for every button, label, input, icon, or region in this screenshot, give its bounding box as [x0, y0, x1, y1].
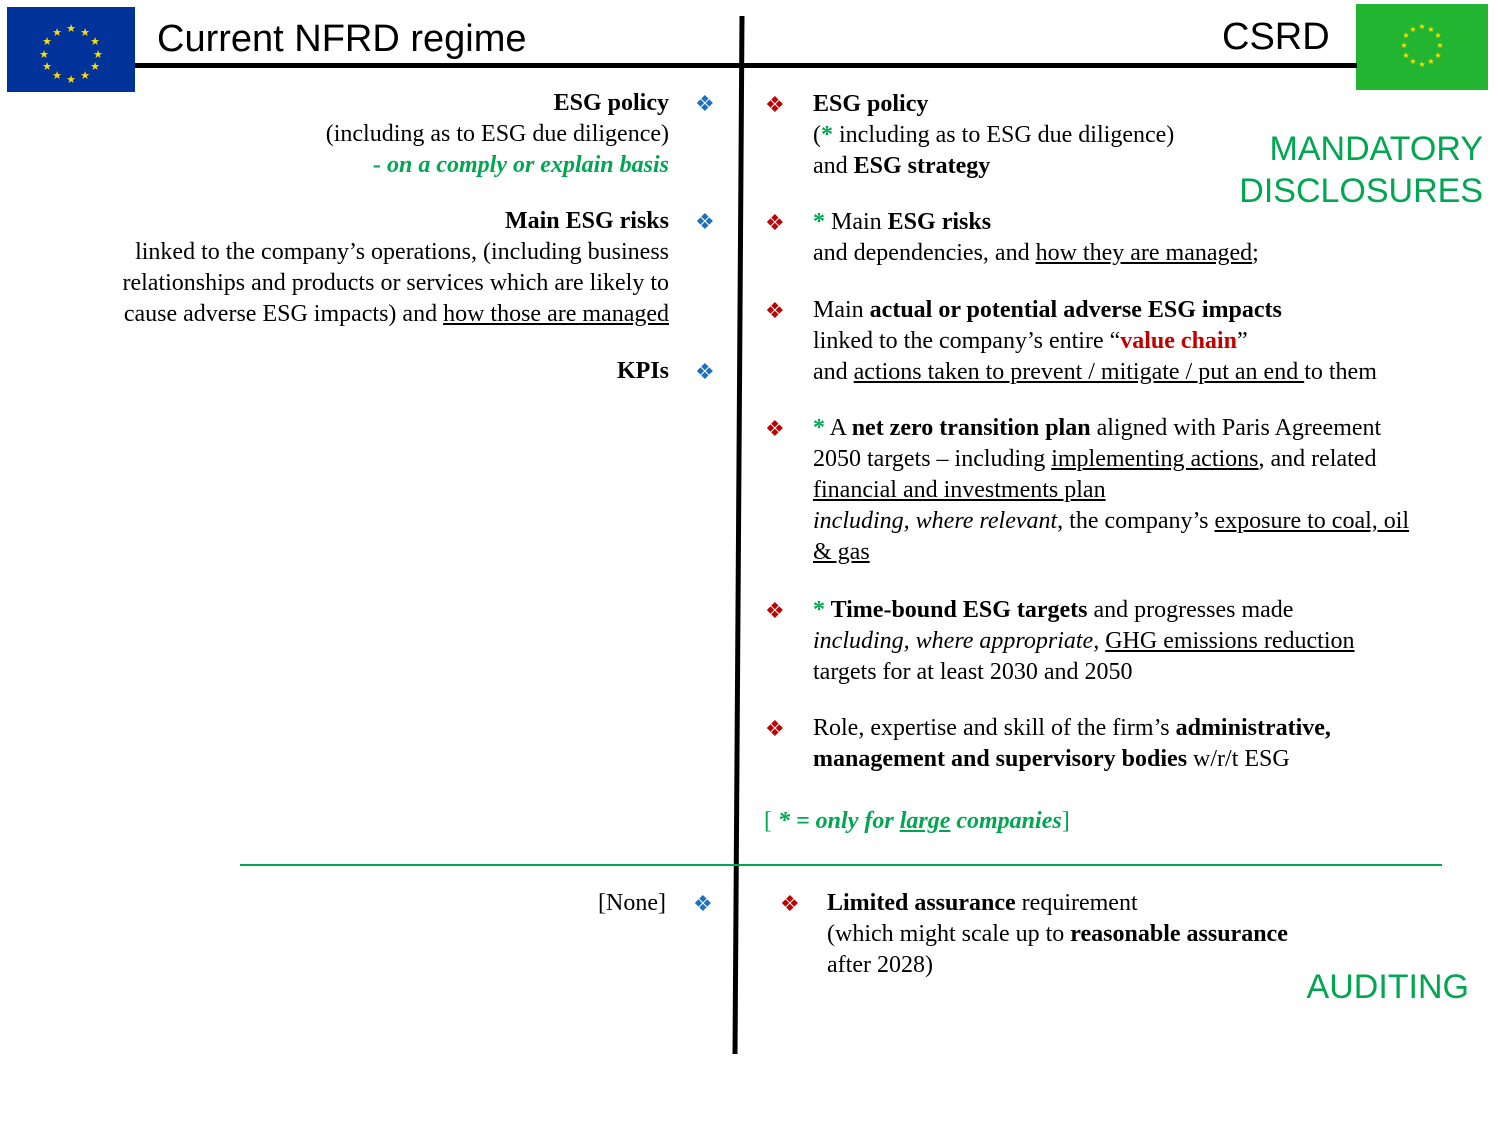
svg-text:★: ★ [1400, 41, 1408, 50]
csrd-targets-l1c: and progresses made [1087, 597, 1294, 623]
csrd-policy-line3b: ESG strategy [853, 153, 991, 179]
nfrd-risks-line3: relationships and products or services which are likely to [122, 270, 669, 296]
csrd-title: CSRD [1222, 16, 1330, 58]
csrd-gov-l2c: w/r/t ESG [1187, 746, 1290, 772]
mandatory-disclosures-label [1239, 128, 1483, 212]
mandatory-label-line2: DISCLOSURES [1239, 172, 1483, 210]
csrd-risks-l2u: how they are managed [1035, 240, 1253, 266]
nfrd-kpis-title: KPIs [616, 358, 669, 384]
svg-text:★: ★ [66, 73, 76, 86]
semicolon: ; [1252, 240, 1259, 266]
csrd-audit-l1c: requirement [1015, 890, 1138, 916]
csrd-policy-line2: including as to ESG due diligence) [833, 122, 1175, 148]
svg-text:★: ★ [1427, 57, 1435, 66]
csrd-impacts-l3u: actions taken to prevent / mitigate / put an end [853, 359, 1305, 385]
csrd-netzero-l1b: net zero transition plan [851, 415, 1091, 441]
svg-text:★: ★ [1409, 57, 1417, 66]
large-only-star: * [813, 415, 825, 441]
csrd-netzero-l2a: 2050 targets – including [813, 446, 1052, 472]
bullet-red-icon: ❖ [765, 298, 785, 323]
bullet-red-icon: ❖ [765, 210, 785, 235]
nfrd-risks-title: Main ESG risks [504, 208, 669, 234]
csrd-auditing [827, 888, 1387, 981]
svg-text:★: ★ [1434, 31, 1442, 40]
svg-text:★: ★ [1402, 31, 1410, 40]
csrd-impacts-l1a: Main [813, 297, 870, 323]
paren: ( [813, 122, 821, 148]
csrd-audit-l2a: (which might scale up to [827, 921, 1071, 947]
csrd-governance [813, 713, 1483, 775]
csrd-netzero-l5u: & gas [813, 539, 870, 565]
csrd-risks-l1a: Main [825, 209, 888, 235]
nfrd-esg-policy [9, 88, 669, 181]
csrd-gov-l2b: management and supervisory bodies [813, 746, 1188, 772]
svg-text:★: ★ [42, 35, 52, 48]
svg-text:★: ★ [39, 48, 49, 61]
svg-text:★: ★ [42, 60, 52, 73]
csrd-targets-l2i: including, where appropriate, [813, 628, 1100, 654]
bullet-blue-icon: ❖ [695, 209, 715, 234]
bullet-blue-icon: ❖ [695, 91, 715, 116]
nfrd-auditing: [None] [598, 890, 666, 916]
bracket-open: [ [764, 808, 778, 834]
footnote-rest: companies [950, 808, 1062, 834]
bracket-close: ] [1061, 808, 1070, 834]
section-divider [240, 864, 1442, 866]
svg-text:★: ★ [90, 35, 100, 48]
csrd-audit-l1b: Limited assurance [827, 890, 1016, 916]
bullet-red-icon: ❖ [765, 716, 785, 741]
bullet-red-icon: ❖ [780, 891, 800, 916]
nfrd-risks-line4a: cause adverse ESG impacts) and [123, 301, 444, 327]
svg-text:★: ★ [66, 22, 76, 35]
csrd-targets-l2u: GHG emissions reduction [1105, 628, 1355, 654]
svg-text:★: ★ [52, 69, 62, 82]
nfrd-risks-line2: linked to the company’s operations, (including business [135, 239, 669, 265]
value-chain: value chain [1120, 328, 1237, 354]
svg-text:★: ★ [52, 26, 62, 39]
footnote-star: * = only for [778, 808, 900, 834]
svg-text:★: ★ [1436, 41, 1444, 50]
svg-text:★: ★ [80, 26, 90, 39]
csrd-netzero-l3u: financial and investments plan [813, 477, 1106, 503]
nfrd-risks-line4u: how those are managed [443, 301, 669, 327]
csrd-main-esg-risks [813, 207, 1473, 269]
csrd-audit-l2b: reasonable assurance [1070, 921, 1288, 947]
large-only-star: * [813, 209, 825, 235]
eu-flag-icon [7, 7, 135, 92]
csrd-targets-l1b: Time-bound ESG targets [825, 597, 1088, 623]
nfrd-policy-line2: (including as to ESG due diligence) [325, 121, 669, 147]
large-only-star: * [813, 597, 825, 623]
eu-green-flag-icon [1356, 4, 1488, 90]
csrd-policy-title: ESG policy [813, 91, 929, 117]
nfrd-policy-title: ESG policy [553, 90, 669, 116]
footnote-large: large [899, 808, 951, 834]
bullet-red-icon: ❖ [765, 416, 785, 441]
svg-text:★: ★ [1409, 25, 1417, 34]
svg-text:★: ★ [1418, 60, 1426, 69]
csrd-netzero-l1c: aligned with Paris Agreement [1090, 415, 1382, 441]
csrd-targets-l3: targets for at least 2030 and 2050 [813, 659, 1133, 685]
quote: ” [1236, 328, 1248, 354]
csrd-netzero-l2u: implementing actions [1051, 446, 1259, 472]
csrd-netzero-l2c: , and related [1258, 446, 1377, 472]
mandatory-label-line1: MANDATORY [1269, 130, 1483, 168]
svg-text:★: ★ [90, 60, 100, 73]
nfrd-kpis [369, 356, 669, 387]
csrd-esg-policy [813, 89, 1243, 182]
bullet-red-icon: ❖ [765, 598, 785, 623]
csrd-adverse-impacts [813, 295, 1483, 388]
svg-text:★: ★ [1434, 51, 1442, 60]
bullet-red-icon: ❖ [765, 92, 785, 117]
large-companies-footnote [764, 806, 1264, 837]
svg-text:★: ★ [93, 48, 103, 61]
large-only-star: * [821, 122, 833, 148]
bullet-blue-icon: ❖ [695, 359, 715, 384]
csrd-gov-l1b: administrative, [1175, 715, 1331, 741]
svg-text:★: ★ [1402, 51, 1410, 60]
auditing-label: AUDITING [1306, 968, 1469, 1006]
nfrd-main-esg-risks [9, 206, 669, 330]
csrd-gov-l1a: Role, expertise and skill of the firm’s [813, 715, 1176, 741]
csrd-impacts-l3a: and [813, 359, 854, 385]
svg-text:★: ★ [1427, 25, 1435, 34]
csrd-impacts-l3c: to them [1304, 359, 1377, 385]
nfrd-policy-line3: - on a comply or explain basis [372, 152, 669, 178]
csrd-policy-line3a: and [813, 153, 854, 179]
csrd-impacts-l1b: actual or potential adverse ESG impacts [869, 297, 1282, 323]
csrd-net-zero-plan [813, 413, 1483, 568]
bullet-blue-icon: ❖ [693, 891, 713, 916]
csrd-risks-l1b: ESG risks [887, 209, 992, 235]
csrd-audit-l3: after 2028) [827, 952, 933, 978]
nfrd-title: Current NFRD regime [157, 18, 527, 60]
csrd-netzero-l4u: exposure to coal, oil [1214, 508, 1410, 534]
csrd-netzero-l4a: , the company’s [1057, 508, 1215, 534]
csrd-netzero-l4i: including, where relevant [813, 508, 1058, 534]
csrd-risks-l2a: and dependencies, and [813, 240, 1036, 266]
csrd-esg-targets [813, 595, 1483, 688]
svg-text:★: ★ [80, 69, 90, 82]
csrd-impacts-l2a: linked to the company’s entire “ [813, 328, 1121, 354]
svg-text:★: ★ [1418, 22, 1426, 31]
csrd-netzero-l1a: A [825, 415, 852, 441]
